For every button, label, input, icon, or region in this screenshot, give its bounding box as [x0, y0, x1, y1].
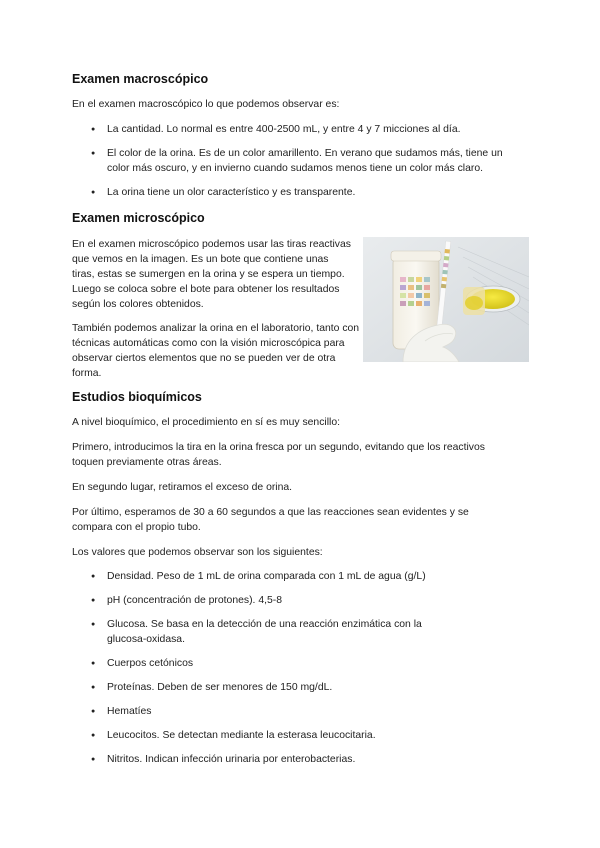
list-item: ● La cantidad. Lo normal es entre 400-2500 mL, y entre 4 y 7 micciones al día. — [72, 122, 512, 137]
bio-values-list — [72, 569, 512, 767]
micro-paragraph-1: En el examen microscópico podemos usar las tiras reactivas que vemos en la imagen. Es un bote que contiene unas tiras, estas se sumergen en la orina y se espera un tiempo. Luego se coloca sobre el bote para obtener los resultados según los colores obtenidos. — [72, 239, 351, 310]
heading-microscopic: Examen microscópico — [72, 211, 205, 225]
list-item: ● Hematíes — [72, 704, 512, 719]
bio-paragraph-1: A nivel bioquímico, el procedimiento en sí es muy sencillo: — [72, 417, 340, 428]
bio-paragraph-4: Por último, esperamos de 30 a 60 segundos a que las reacciones sean evidentes y se compara con el propio tubo. — [72, 507, 469, 533]
list-item: ● Proteínas. Deben de ser menores de 150 mg/dL. — [72, 680, 512, 695]
bio-paragraph-2: Primero, introducimos la tira en la orina fresca por un segundo, evitando que los reactivos toquen previamente otras áreas. — [72, 442, 485, 468]
list-item: ● Leucocitos. Se detectan mediante la esterasa leucocitaria. — [72, 728, 512, 743]
list-item: ● pH (concentración de protones). 4,5-8 — [72, 593, 512, 608]
macro-intro: En el examen macroscópico lo que podemos observar es: — [72, 99, 340, 110]
bio-paragraph-5: Los valores que podemos observar son los siguientes: — [72, 547, 323, 558]
micro-paragraph-2: También podemos analizar la orina en el laboratorio, tanto con técnicas automáticas como con la visión microscópica para observar ciertos elementos que no se pueden ver de otra forma. — [72, 323, 360, 379]
list-item: ● Cuerpos cetónicos — [72, 656, 512, 671]
bio-paragraph-3: En segundo lugar, retiramos el exceso de orina. — [72, 482, 293, 493]
urine-test-strip-photo — [363, 237, 529, 362]
heading-macroscopic: Examen macroscópico — [72, 72, 209, 86]
list-item: ● Glucosa. Se basa en la detección de una reacción enzimática con la glucosa-oxidasa. — [72, 617, 437, 647]
list-item: ● Densidad. Peso de 1 mL de orina comparada con 1 mL de agua (g/L) — [72, 569, 512, 584]
list-item: ● La orina tiene un olor característico y es transparente. — [72, 185, 512, 200]
heading-biochemical: Estudios bioquímicos — [72, 390, 202, 404]
macro-list — [72, 122, 512, 200]
list-item: ● Nitritos. Indican infección urinaria por enterobacterias. — [72, 752, 512, 767]
list-item: ● El color de la orina. Es de un color amarillento. En verano que sudamos más, tiene un color más oscuro, y en invierno cuando sudamos menos tiene un color más claro. — [72, 146, 507, 176]
